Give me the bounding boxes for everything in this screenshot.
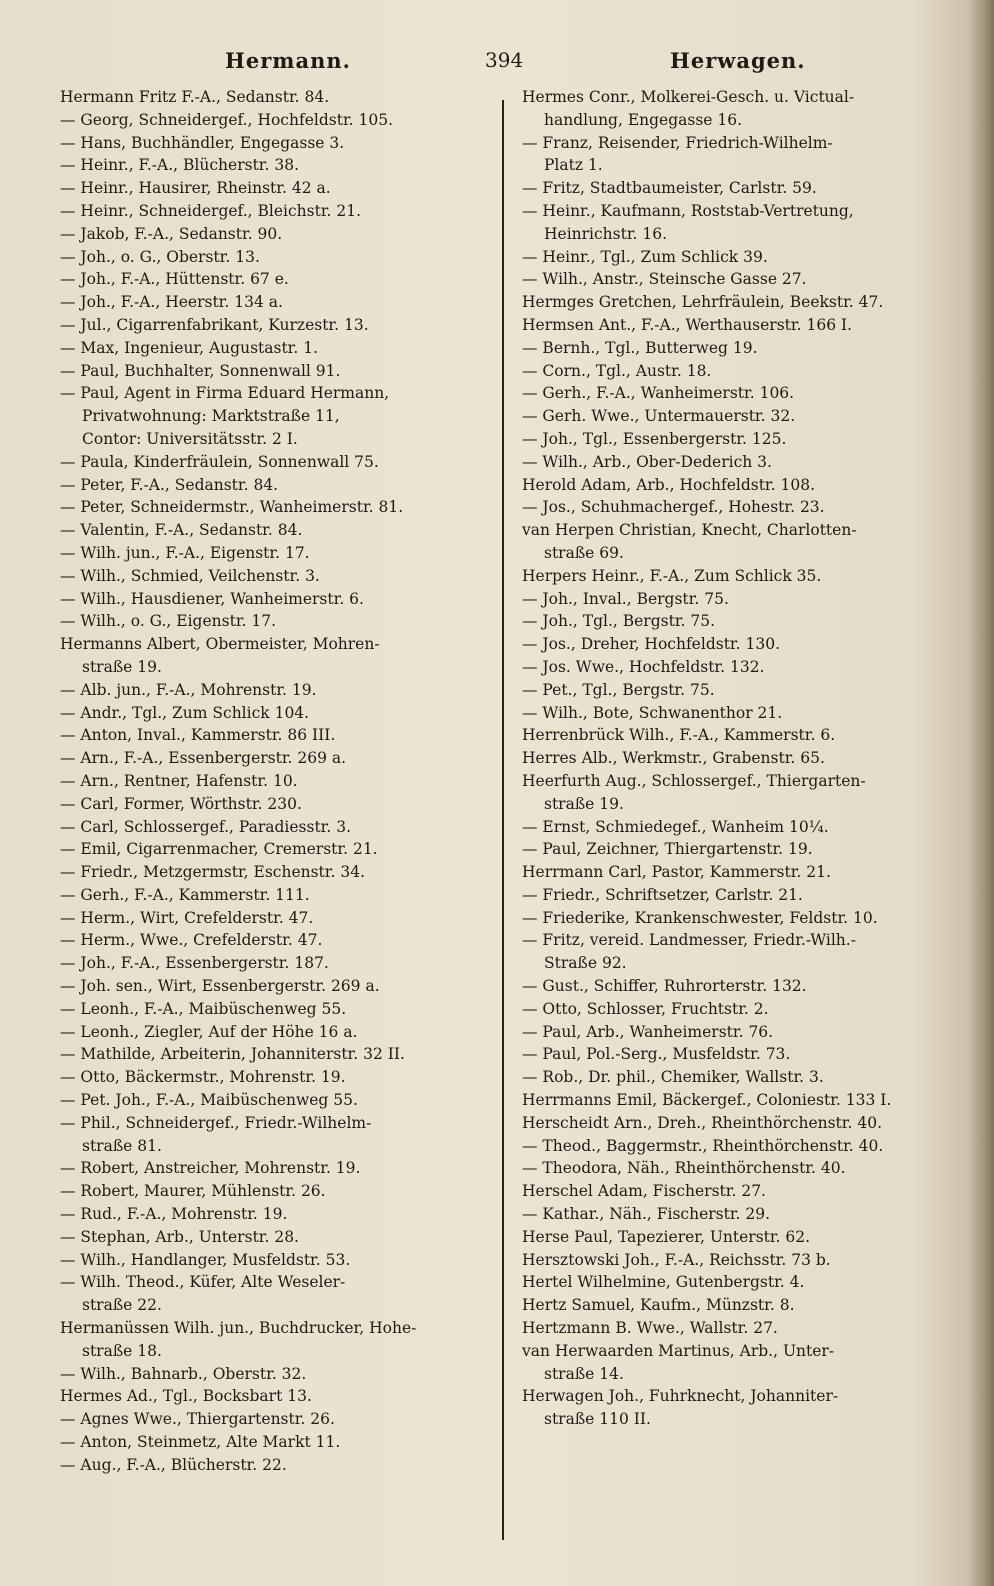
directory-entry [522, 975, 952, 998]
directory-entry [60, 1431, 492, 1454]
directory-entry [60, 519, 492, 542]
entry-line: Hertel Wilhelmine, Gutenbergstr. 4. [522, 1273, 805, 1292]
page-number: 394 [485, 48, 524, 72]
directory-entry [60, 382, 492, 450]
directory-entry [60, 291, 492, 314]
directory-entry [60, 816, 492, 839]
entry-line: — Paul, Buchhalter, Sonnenwall 91. [60, 361, 341, 380]
entry-continuation-line: straße 18. [82, 1341, 162, 1360]
directory-entry [60, 998, 492, 1021]
entry-line: — Friedr., Metzgermstr, Eschenstr. 34. [60, 863, 365, 882]
directory-entry [60, 679, 492, 702]
directory-entry [522, 1112, 952, 1135]
directory-entry [60, 1385, 492, 1408]
directory-entry [522, 679, 952, 702]
right-column [522, 86, 952, 1431]
directory-entry [522, 86, 952, 132]
entry-line: — Paul, Pol.-Serg., Musfeldstr. 73. [522, 1045, 791, 1064]
entry-line: Herrmann Carl, Pastor, Kammerstr. 21. [522, 863, 831, 882]
directory-entry [522, 656, 952, 679]
entry-line: — Theod., Baggermstr., Rheinthörchenstr. 40. [522, 1136, 884, 1155]
entry-line: Herold Adam, Arb., Hochfeldstr. 108. [522, 475, 816, 494]
directory-entry [522, 747, 952, 770]
directory-entry [522, 861, 952, 884]
entry-line: Herpers Heinr., F.-A., Zum Schlick 35. [522, 566, 822, 585]
directory-entry [522, 1066, 952, 1089]
entry-line: — Heinr., Hausirer, Rheinstr. 42 a. [60, 179, 331, 198]
header-right-keyword: Herwagen. [670, 48, 806, 73]
left-column [60, 86, 492, 1477]
entry-line: — Leonh., Ziegler, Auf der Höhe 16 a. [60, 1022, 358, 1041]
directory-entry [522, 1157, 952, 1180]
directory-entry [60, 337, 492, 360]
entry-line: Hermes Ad., Tgl., Bocksbart 13. [60, 1387, 312, 1406]
entry-line: — Gerh. Wwe., Untermauerstr. 32. [522, 407, 796, 426]
entry-line: — Rud., F.-A., Mohrenstr. 19. [60, 1205, 288, 1224]
directory-entry [522, 1180, 952, 1203]
directory-entry [60, 702, 492, 725]
directory-entry [60, 793, 492, 816]
entry-line: — Herm., Wirt, Crefelderstr. 47. [60, 908, 314, 927]
entry-continuation-line: Contor: Universitätsstr. 2 I. [82, 429, 298, 448]
entry-line: — Robert, Anstreicher, Mohrenstr. 19. [60, 1159, 361, 1178]
entry-line: — Anton, Inval., Kammerstr. 86 III. [60, 726, 336, 745]
entry-line: — Wilh., Bahnarb., Oberstr. 32. [60, 1364, 307, 1383]
entry-continuation-line: Privatwohnung: Marktstraße 11, [82, 407, 340, 426]
directory-entry [60, 360, 492, 383]
directory-entry [60, 1203, 492, 1226]
directory-entry [60, 496, 492, 519]
directory-entry [522, 360, 952, 383]
directory-entry [522, 1089, 952, 1112]
directory-entry [522, 1317, 952, 1340]
entry-line: — Anton, Steinmetz, Alte Markt 11. [60, 1433, 341, 1452]
entry-line: — Max, Ingenieur, Augustastr. 1. [60, 338, 319, 357]
directory-entry [522, 907, 952, 930]
directory-entry [60, 770, 492, 793]
directory-entry [522, 1043, 952, 1066]
directory-entry [60, 975, 492, 998]
directory-entry [60, 1157, 492, 1180]
entry-line: — Joh., F.-A., Hüttenstr. 67 e. [60, 270, 289, 289]
directory-entry [522, 610, 952, 633]
entry-line: Herrenbrück Wilh., F.-A., Kammerstr. 6. [522, 726, 836, 745]
entry-line: — Fritz, vereid. Landmesser, Friedr.-Wilh.- [522, 931, 856, 950]
entry-line: — Arn., Rentner, Hafenstr. 10. [60, 771, 298, 790]
directory-entry [60, 1089, 492, 1112]
entry-line: — Wilh., Arb., Ober-Dederich 3. [522, 452, 772, 471]
entry-continuation-line: straße 22. [82, 1296, 162, 1315]
entry-line: — Carl, Former, Wörthstr. 230. [60, 794, 302, 813]
entry-line: — Heinr., Tgl., Zum Schlick 39. [522, 247, 768, 266]
entry-line: — Wilh., Schmied, Veilchenstr. 3. [60, 566, 320, 585]
entry-line: — Corn., Tgl., Austr. 18. [522, 361, 712, 380]
directory-entry [60, 451, 492, 474]
entry-line: — Herm., Wwe., Crefelderstr. 47. [60, 931, 323, 950]
entry-line: — Heinr., Kaufmann, Roststab-Vertretung, [522, 201, 854, 220]
entry-line: — Stephan, Arb., Unterstr. 28. [60, 1227, 299, 1246]
entry-line: — Aug., F.-A., Blücherstr. 22. [60, 1455, 287, 1474]
entry-line: — Paul, Zeichner, Thiergartenstr. 19. [522, 840, 813, 859]
directory-entry [60, 565, 492, 588]
entry-line: Herse Paul, Tapezierer, Unterstr. 62. [522, 1227, 811, 1246]
directory-entry [522, 496, 952, 519]
entry-line: — Emil, Cigarrenmacher, Cremerstr. 21. [60, 840, 378, 859]
entry-line: — Wilh., Bote, Schwanenthor 21. [522, 703, 783, 722]
entry-line: — Otto, Bäckermstr., Mohrenstr. 19. [60, 1068, 346, 1087]
header-left-keyword: Hermann. [225, 48, 351, 73]
page-header [60, 44, 960, 92]
directory-entry [60, 724, 492, 747]
directory-entry [60, 314, 492, 337]
entry-continuation-line: Platz 1. [544, 156, 603, 175]
entry-line: — Otto, Schlosser, Fruchtstr. 2. [522, 999, 769, 1018]
directory-entry [60, 1363, 492, 1386]
entry-line: — Jos. Wwe., Hochfeldstr. 132. [522, 657, 765, 676]
directory-entry [522, 382, 952, 405]
directory-entry [522, 929, 952, 975]
entry-line: — Jos., Dreher, Hochfeldstr. 130. [522, 635, 780, 654]
directory-entry [60, 838, 492, 861]
directory-entry [522, 565, 952, 588]
directory-entry [60, 588, 492, 611]
directory-entry [522, 451, 952, 474]
entry-line: Hermann Fritz F.-A., Sedanstr. 84. [60, 88, 330, 106]
directory-entry [522, 816, 952, 839]
directory-entry [522, 246, 952, 269]
entry-continuation-line: Straße 92. [544, 954, 627, 973]
directory-entry [60, 747, 492, 770]
entry-line: — Pet., Tgl., Bergstr. 75. [522, 680, 715, 699]
directory-entry [60, 542, 492, 565]
entry-line: Herrmanns Emil, Bäckergef., Coloniestr. 133 I. [522, 1091, 892, 1110]
directory-entry [522, 1385, 952, 1431]
directory-entry [522, 405, 952, 428]
entry-line: — Wilh. jun., F.-A., Eigenstr. 17. [60, 543, 310, 562]
entry-line: — Agnes Wwe., Thiergartenstr. 26. [60, 1410, 335, 1429]
directory-entry [60, 610, 492, 633]
entry-line: — Joh., Inval., Bergstr. 75. [522, 589, 729, 608]
directory-entry [522, 1203, 952, 1226]
directory-entry [522, 633, 952, 656]
entry-line: Hertzmann B. Wwe., Wallstr. 27. [522, 1319, 778, 1338]
entry-line: — Joh., F.-A., Essenbergerstr. 187. [60, 954, 329, 973]
entry-line: — Andr., Tgl., Zum Schlick 104. [60, 703, 310, 722]
directory-entry [60, 177, 492, 200]
entry-line: — Wilh., Handlanger, Musfeldstr. 53. [60, 1250, 351, 1269]
directory-entry [522, 588, 952, 611]
directory-entry [522, 1271, 952, 1294]
directory-entry [522, 1135, 952, 1158]
entry-line: — Theodora, Näh., Rheinthörchenstr. 40. [522, 1159, 846, 1178]
directory-entry [522, 474, 952, 497]
entry-line: — Phil., Schneidergef., Friedr.-Wilhelm- [60, 1113, 372, 1132]
page-edge-shadow [968, 0, 994, 1586]
entry-continuation-line: handlung, Engegasse 16. [544, 110, 743, 129]
directory-entry [522, 268, 952, 291]
directory-entry [60, 1066, 492, 1089]
entry-line: — Georg, Schneidergef., Hochfeldstr. 105. [60, 110, 394, 129]
directory-entry [60, 1043, 492, 1066]
entry-line: — Peter, F.-A., Sedanstr. 84. [60, 475, 279, 494]
directory-entry [60, 1454, 492, 1477]
entry-line: — Leonh., F.-A., Maibüschenweg 55. [60, 999, 347, 1018]
directory-entry [60, 861, 492, 884]
entry-line: — Joh., o. G., Oberstr. 13. [60, 247, 260, 266]
directory-entry [522, 838, 952, 861]
entry-line: — Wilh. Theod., Küfer, Alte Weseler- [60, 1273, 346, 1292]
entry-line: Herscheidt Arn., Dreh., Rheinthörchenstr. 40. [522, 1113, 882, 1132]
directory-entry [60, 474, 492, 497]
directory-entry [60, 633, 492, 679]
entry-line: — Gerh., F.-A., Kammerstr. 111. [60, 885, 310, 904]
entry-line: — Gust., Schiffer, Ruhrorterstr. 132. [522, 977, 807, 996]
column-divider [502, 100, 504, 1540]
directory-entry [522, 1340, 952, 1386]
directory-entry [60, 109, 492, 132]
entry-line: — Joh., Tgl., Essenbergerstr. 125. [522, 429, 787, 448]
entry-line: van Herpen Christian, Knecht, Charlotten- [522, 521, 857, 540]
directory-entry [522, 1226, 952, 1249]
entry-line: — Peter, Schneidermstr., Wanheimerstr. 81. [60, 498, 404, 517]
directory-entry [60, 1271, 492, 1317]
entry-line: Hermsen Ant., F.-A., Werthauserstr. 166 I. [522, 315, 853, 334]
entry-line: — Joh., Tgl., Bergstr. 75. [522, 612, 716, 631]
directory-entry [60, 1249, 492, 1272]
entry-line: — Franz, Reisender, Friedrich-Wilhelm- [522, 133, 833, 152]
entry-line: — Gerh., F.-A., Wanheimerstr. 106. [522, 384, 795, 403]
entry-line: — Ernst, Schmiedegef., Wanheim 10¼. [522, 817, 829, 836]
entry-line: Hermanns Albert, Obermeister, Mohren- [60, 635, 380, 654]
entry-line: — Hans, Buchhändler, Engegasse 3. [60, 133, 345, 152]
entry-line: — Carl, Schlossergef., Paradiesstr. 3. [60, 817, 352, 836]
directory-entry [60, 1408, 492, 1431]
entry-line: — Jos., Schuhmachergef., Hohestr. 23. [522, 498, 825, 517]
directory-entry [522, 1294, 952, 1317]
directory-entry [522, 337, 952, 360]
directory-entry [60, 1317, 492, 1363]
directory-entry [60, 132, 492, 155]
entry-line: — Heinr., F.-A., Blücherstr. 38. [60, 156, 299, 175]
directory-entry [522, 998, 952, 1021]
entry-line: — Wilh., Hausdiener, Wanheimerstr. 6. [60, 589, 364, 608]
directory-entry [522, 724, 952, 747]
directory-entry [60, 1180, 492, 1203]
entry-line: Herwagen Joh., Fuhrknecht, Johanniter- [522, 1387, 839, 1406]
entry-line: — Alb. jun., F.-A., Mohrenstr. 19. [60, 680, 317, 699]
directory-entry [522, 132, 952, 178]
entry-continuation-line: straße 14. [544, 1364, 624, 1383]
directory-entry [60, 1226, 492, 1249]
entry-line: Hermges Gretchen, Lehrfräulein, Beekstr. 47. [522, 293, 884, 312]
entry-line: van Herwaarden Martinus, Arb., Unter- [522, 1341, 835, 1360]
entry-line: — Jakob, F.-A., Sedanstr. 90. [60, 224, 283, 243]
directory-entry [60, 1112, 492, 1158]
entry-line: Hermanüssen Wilh. jun., Buchdrucker, Hohe- [60, 1319, 417, 1338]
entry-line: — Friedr., Schriftsetzer, Carlstr. 21. [522, 885, 803, 904]
directory-entry [60, 929, 492, 952]
directory-entry [522, 314, 952, 337]
directory-entry [60, 223, 492, 246]
entry-line: Hersztowski Joh., F.-A., Reichsstr. 73 b. [522, 1250, 831, 1269]
directory-entry [60, 154, 492, 177]
directory-entry [60, 1021, 492, 1044]
entry-line: — Mathilde, Arbeiterin, Johanniterstr. 32 II. [60, 1045, 405, 1064]
directory-entry [60, 200, 492, 223]
directory-entry [522, 1021, 952, 1044]
entry-continuation-line: straße 81. [82, 1136, 162, 1155]
entry-line: — Arn., F.-A., Essenbergerstr. 269 a. [60, 749, 347, 768]
entry-line: — Paul, Agent in Firma Eduard Hermann, [60, 384, 390, 403]
entry-line: Herres Alb., Werkmstr., Grabenstr. 65. [522, 749, 825, 768]
directory-entry [60, 952, 492, 975]
directory-entry [60, 86, 492, 109]
entry-line: — Jul., Cigarrenfabrikant, Kurzestr. 13. [60, 315, 369, 334]
entry-line: — Rob., Dr. phil., Chemiker, Wallstr. 3. [522, 1068, 824, 1087]
directory-entry [522, 428, 952, 451]
directory-entry [522, 702, 952, 725]
entry-continuation-line: straße 110 II. [544, 1410, 651, 1429]
directory-entry [522, 177, 952, 200]
directory-entry [522, 884, 952, 907]
entry-line: — Wilh., Anstr., Steinsche Gasse 27. [522, 270, 807, 289]
entry-line: — Pet. Joh., F.-A., Maibüschenweg 55. [60, 1091, 358, 1110]
entry-line: — Joh. sen., Wirt, Essenbergerstr. 269 a. [60, 977, 380, 996]
entry-line: — Bernh., Tgl., Butterweg 19. [522, 338, 758, 357]
entry-continuation-line: straße 19. [544, 794, 624, 813]
directory-entry [522, 770, 952, 816]
directory-entry [522, 200, 952, 246]
entry-line: Heerfurth Aug., Schlossergef., Thiergarten- [522, 771, 866, 790]
entry-line: — Wilh., o. G., Eigenstr. 17. [60, 612, 277, 631]
entry-line: — Paul, Arb., Wanheimerstr. 76. [522, 1022, 774, 1041]
entry-line: Hertz Samuel, Kaufm., Münzstr. 8. [522, 1296, 795, 1315]
directory-entry [60, 884, 492, 907]
entry-line: Herschel Adam, Fischerstr. 27. [522, 1182, 766, 1201]
directory-entry [522, 1249, 952, 1272]
entry-line: — Valentin, F.-A., Sedanstr. 84. [60, 521, 303, 540]
entry-line: — Paula, Kinderfräulein, Sonnenwall 75. [60, 452, 379, 471]
directory-entry [522, 291, 952, 314]
entry-continuation-line: Heinrichstr. 16. [544, 224, 668, 243]
entry-line: — Joh., F.-A., Heerstr. 134 a. [60, 293, 283, 312]
directory-entry [60, 268, 492, 291]
directory-entry [522, 519, 952, 565]
directory-entry [60, 907, 492, 930]
entry-line: — Friederike, Krankenschwester, Feldstr. 10. [522, 908, 878, 927]
entry-line: — Fritz, Stadtbaumeister, Carlstr. 59. [522, 179, 817, 198]
directory-entry [60, 246, 492, 269]
entry-line: — Kathar., Näh., Fischerstr. 29. [522, 1205, 771, 1224]
entry-line: — Robert, Maurer, Mühlenstr. 26. [60, 1182, 326, 1201]
entry-continuation-line: straße 19. [82, 657, 162, 676]
entry-line: — Heinr., Schneidergef., Bleichstr. 21. [60, 201, 362, 220]
entry-line: Hermes Conr., Molkerei-Gesch. u. Victual- [522, 88, 855, 106]
entry-continuation-line: straße 69. [544, 543, 624, 562]
